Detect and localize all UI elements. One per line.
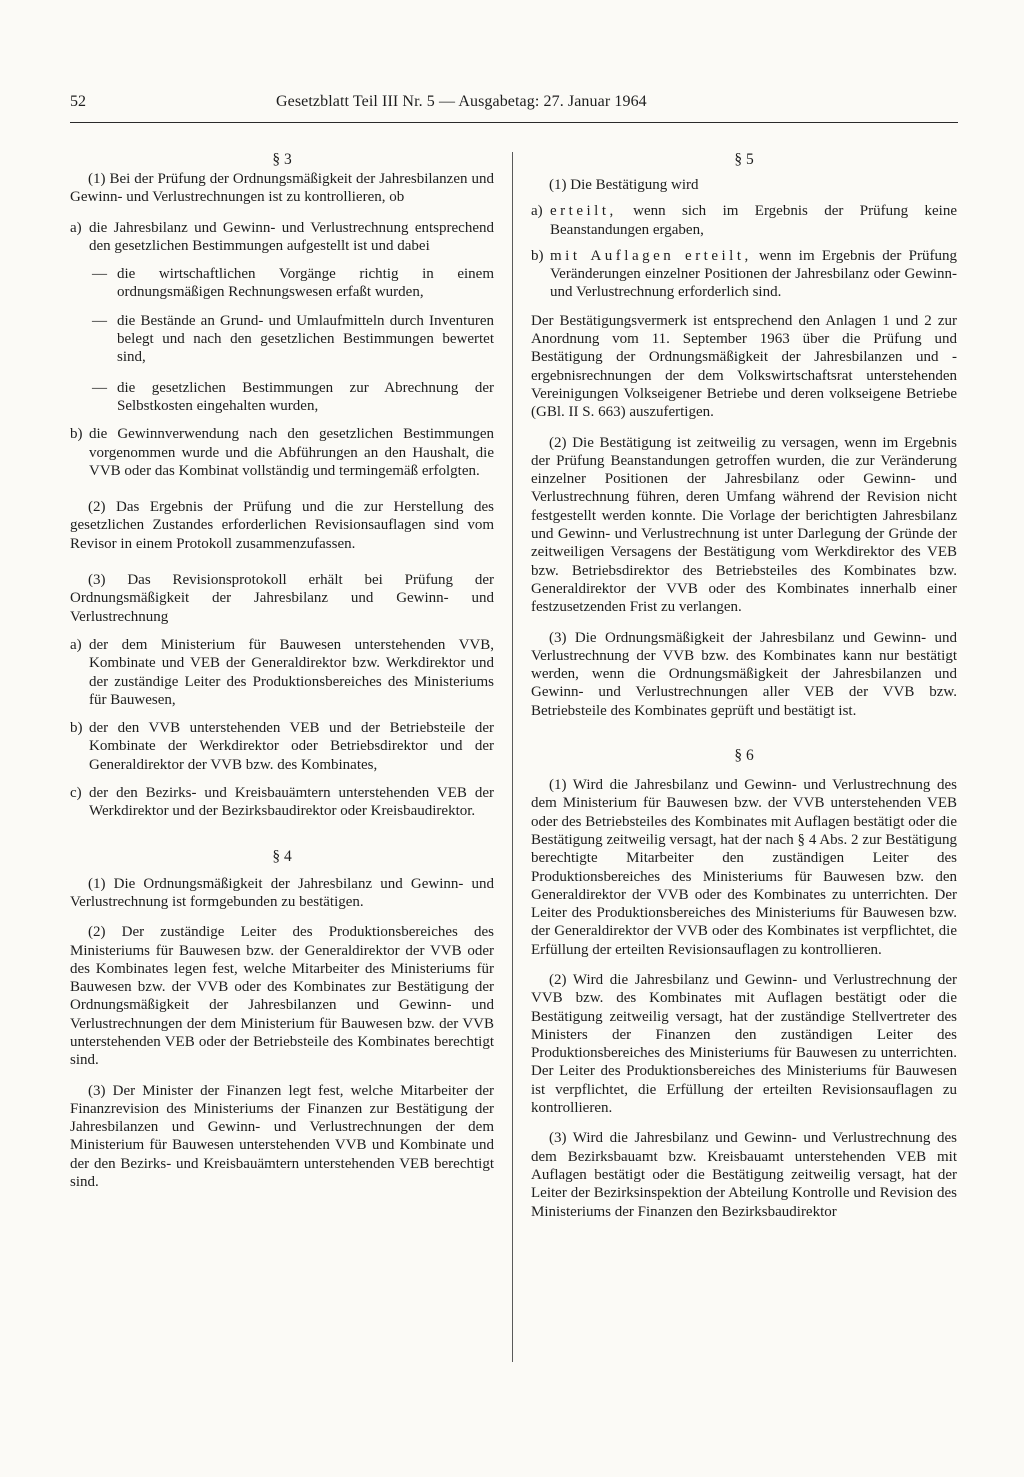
paragraph: (3) Die Ordnungsmäßigkeit der Jahresbilanz und Gewinn- und Verlustrechnung der VVB bzw. des Kombinates kann nur bestätigt werden, wenn die Ordnungsmäßigkeit der Jahresbilanzen und Gewinn- und Verlustrechnungen aller VEB der VVB bzw. Betriebsteile des Kombinates geprüft und bestätigt ist. [531, 629, 957, 719]
right-column [531, 150, 957, 1221]
list-text: der den VVB unterstehenden VEB und der Betriebsteile der Kombinate der Werkdirektor oder Betriebsdirektor und der Generaldirektor der VVB bzw. des Kombinates, [89, 720, 494, 773]
dash-icon: — [92, 312, 107, 329]
list-item [70, 425, 494, 480]
paragraph: (1) Bei der Prüfung der Ordnungsmäßigkeit der Jahresbilanzen und Gewinn- und Verlustrechnungen ist zu kontrollieren, ob [70, 171, 494, 206]
list-text: die Jahresbilanz und Gewinn- und Verlustrechnung entsprechend den gesetzlichen Bestimmungen aufgestellt ist und dabei [89, 219, 494, 254]
paragraph: (1) Die Bestätigung wird [549, 177, 699, 193]
dash-icon: — [92, 379, 107, 396]
dash-item [92, 379, 494, 416]
list-text: die Gewinnverwendung nach den gesetzlichen Bestimmungen vorgenommen wurde und die Abführungen an den Haushalt, die VVB oder das Kombinat vollständig und termingemäß erfolgten. [89, 426, 494, 479]
column-divider [512, 152, 513, 1362]
list-text-rest: wenn im Ergebnis der Prüfung Veränderungen einzelner Positionen der Jahresbilanz oder Gewinn- und Verlustrechnung erforderlich sind. [550, 247, 957, 301]
list-text: der dem Ministerium für Bauwesen unterstehenden VVB, Kombinate und VEB der Generaldirektor bzw. Werkdirektor und der zuständige Leiter des Produktionsbereiches des Ministeriums für Bauwesen, [89, 636, 494, 708]
section-heading-3: § 3 [272, 151, 292, 168]
list-item [70, 219, 494, 256]
paragraph: (2) Der zuständige Leiter des Produktionsbereiches des Ministeriums für Bauwesen bzw. der Generaldirektor der VVB oder des Kombinates legen fest, welche Mitarbeiter des Ministeriums für Bauwesen bzw. der VVB oder des Kombinates zur Bestätigung der Ordnungsmäßigkeit der Jahresbilanzen und Gewinn- und Verlustrechnungen der dem Ministerium für Bauwesen bzw. der VVB unterstehenden VEB oder der Betriebsteile des Kombinates berechtigt sind. [70, 924, 494, 1069]
list-label: b) [531, 247, 544, 264]
list-label: c) [70, 785, 82, 802]
list-text [550, 202, 957, 239]
list-label: b) [70, 426, 83, 443]
paragraph: Der Bestätigungsvermerk ist entsprechend den Anlagen 1 und 2 zur Anordnung vom 11. September 1963 über die Prüfung und Bestätigung der Ordnungsmäßigkeit der Jahresbilanzen und -ergebnisrechnungen der dem Volkswirtschaftsrat unterstehenden Vereinigungen Volkseigener Betriebe und deren volkseigene Betriebe (GBl. II S. 663) auszufertigen. [531, 312, 957, 421]
dash-text: die wirtschaftlichen Vorgänge richtig in einem ordnungsmäßigen Rechnungswesen erfaßt wurden, [117, 266, 494, 301]
page-number: 52 [70, 93, 86, 110]
paragraph: (1) Wird die Jahresbilanz und Gewinn- und Verlustrechnung des dem Ministerium für Bauwesen bzw. der VVB unterstehenden VEB oder des Betriebsteiles des Kombinates mit Auflagen bestätigt oder die Bestätigung zeitweilig versagt, hat der nach § 4 Abs. 2 zur Bestätigung berechtigte Mitarbeiter den zuständigen Leiter des Produktionsbereiches des Ministeriums für Bauwesen bzw. den Generaldirektor der VVB oder des Kombinates zu unterrichten. Der Leiter des Produktionsbereiches des Ministeriums für Bauwesen bzw. der Generaldirektor der VVB oder des Kombinates ist verpflichtet, die Erfüllung der erteilten Revisionsauflagen zu kontrollieren. [531, 777, 957, 958]
paragraph: (2) Die Bestätigung ist zeitweilig zu versagen, wenn im Ergebnis der Prüfung Beanstandungen getroffen wurden, die zur Veränderung einzelner Positionen der Jahresbilanz oder Gewinn- und Verlustrechnung führen, deren Umfang während der Revision nicht festgestellt werden konnte. Die Vorlage der berichtigten Jahresbilanz und Gewinn- und Verlustrechnung ist unter Darlegung der Gründe der zeitweiligen Versagens der Bestätigung vom Werkdirektor des VEB bzw. Betriebsdirektor des Betriebsteiles des Kombinates bzw. Generaldirektor der VVB oder des Kombinates innerhalb einer festzusetzenden Frist zu verlangen. [531, 434, 957, 616]
running-title: Gesetzblatt Teil III Nr. 5 — Ausgabetag: 27. Januar 1964 [276, 93, 647, 110]
list-text-rest: wenn sich im Ergebnis der Prüfung keine Beanstandungen ergaben, [550, 203, 957, 238]
paragraph: (3) Der Minister der Finanzen legt fest, welche Mitarbeiter der Finanzrevision des Ministeriums der Finanzen zur Bestätigung der Jahresbilanzen und Gewinn- und Verlustrechnungen der dem Ministerium für Bauwesen unterstehenden VVB und Kombinate und der den Bezirks- und Kreisbauämtern unterstehenden VEB berechtigt sind. [70, 1082, 494, 1191]
list-item [70, 719, 494, 774]
list-item [531, 202, 957, 239]
paragraph: (2) Wird die Jahresbilanz und Gewinn- und Verlustrechnung der VVB bzw. des Kombinates mit Auflagen bestätigt oder die Bestätigung zeitweilig versagt, hat der zuständige Stellvertreter des Ministers der Finanzen den zuständigen Leiter des Produktionsbereiches des Ministeriums für Bauwesen zu unterrichten. Der Leiter des Produktionsbereiches des Ministeriums für Bauwesen ist verpflichtet, die Erfüllung der erteilten Revisionsauflagen zu kontrollieren. [531, 971, 957, 1117]
spaced-term: mit Auflagen erteilt, [550, 247, 752, 264]
dash-item [92, 265, 494, 302]
list-label: a) [70, 636, 82, 653]
paragraph: (3) Wird die Jahresbilanz und Gewinn- und Verlustrechnung des dem Bezirksbauamt bzw. Kreisbauamt unterstehenden VEB mit Auflagen bestätigt oder die Bestätigung zeitweilig versagt, hat der Leiter der Bezirksinspektion der Abteilung Kontrolle und Revision des Ministeriums der Finanzen den Bezirksbaudirektor [531, 1130, 957, 1220]
list-label: a) [70, 219, 82, 236]
section-heading-6: § 6 [734, 747, 754, 765]
header-rule [70, 122, 958, 123]
list-label: a) [531, 203, 543, 220]
dash-icon: — [92, 266, 107, 283]
dash-text: die Bestände an Grund- und Umlaufmitteln durch Inventuren belegt und nach den gesetzlichen Bestimmungen bewertet sind, [117, 312, 494, 366]
dash-item [92, 312, 494, 367]
paragraph: (2) Das Ergebnis der Prüfung und die zur Herstellung des gesetzlichen Zustandes erforderlichen Revisionsauflagen sind vom Revisor in einem Protokoll zusammenzufassen. [70, 499, 494, 552]
list-item [70, 636, 494, 709]
left-column [70, 150, 494, 1191]
list-text: der den Bezirks- und Kreisbauämtern unterstehenden VEB der Werkdirektor und der Bezirksbaudirektor oder Kreisbaudirektor. [89, 785, 494, 820]
spaced-term: erteilt, [550, 203, 617, 220]
dash-text: die gesetzlichen Bestimmungen zur Abrechnung der Selbstkosten eingehalten wurden, [117, 379, 494, 414]
section-heading-4: § 4 [272, 847, 292, 865]
list-label: b) [70, 720, 83, 737]
paragraph: (3) Das Revisionsprotokoll erhält bei Prüfung der Ordnungsmäßigkeit der Jahresbilanz und Gewinn- und Verlustrechnung [70, 572, 494, 625]
list-item [70, 784, 494, 821]
list-item [531, 247, 957, 302]
paragraph: (1) Die Ordnungsmäßigkeit der Jahresbilanz und Gewinn- und Verlustrechnung ist formgebunden zu bestätigen. [70, 875, 494, 910]
list-text [550, 247, 957, 302]
section-heading-5: § 5 [734, 151, 754, 168]
